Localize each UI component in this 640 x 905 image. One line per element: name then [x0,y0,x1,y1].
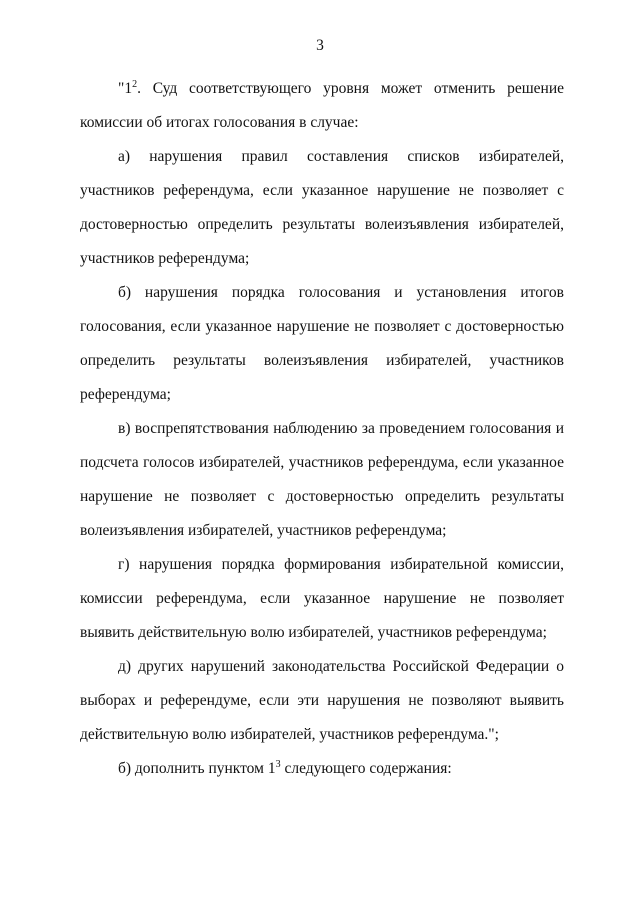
intro-open: "1 [118,80,133,97]
intro-superscript: 2 [132,79,138,90]
intro-text: . Суд соответствующего уровня может отменить решение комиссии об итогах голосования в случае: [80,80,564,131]
page-number: 3 [316,37,324,54]
paragraph-intro [80,72,564,140]
document-body [80,72,564,786]
paragraph-item-b: б) нарушения порядка голосования и установления итогов голосования, если указанное нарушение не позволяет с достоверностью определить результаты волеизъявления избирателей, участников референдума; [80,284,564,403]
closing-after: следующего содержания: [280,760,452,777]
paragraph-closing [80,752,564,786]
closing-superscript: 3 [275,759,281,770]
closing-before: б) дополнить пунктом 1 [118,760,276,777]
paragraph-item-a: а) нарушения правил составления списков избирателей, участников референдума, если указанное нарушение не позволяет с достоверностью определить результаты волеизъявления избирателей, участников референдума; [80,148,564,267]
paragraph-item-g: г) нарушения порядка формирования избирательной комиссии, комиссии референдума, если указанное нарушение не позволяет выявить действительную волю избирателей, участников референдума; [80,556,564,641]
paragraph-item-v: в) воспрепятствования наблюдению за проведением голосования и подсчета голосов избирателей, участников референдума, если указанное нарушение не позволяет с достоверностью определить результаты волеизъявления избирателей, участников референдума; [80,420,564,539]
paragraph-item-d: д) других нарушений законодательства Российской Федерации о выборах и референдуме, если эти нарушения не позволяют выявить действительную волю избирателей, участников референдума."; [80,658,564,743]
